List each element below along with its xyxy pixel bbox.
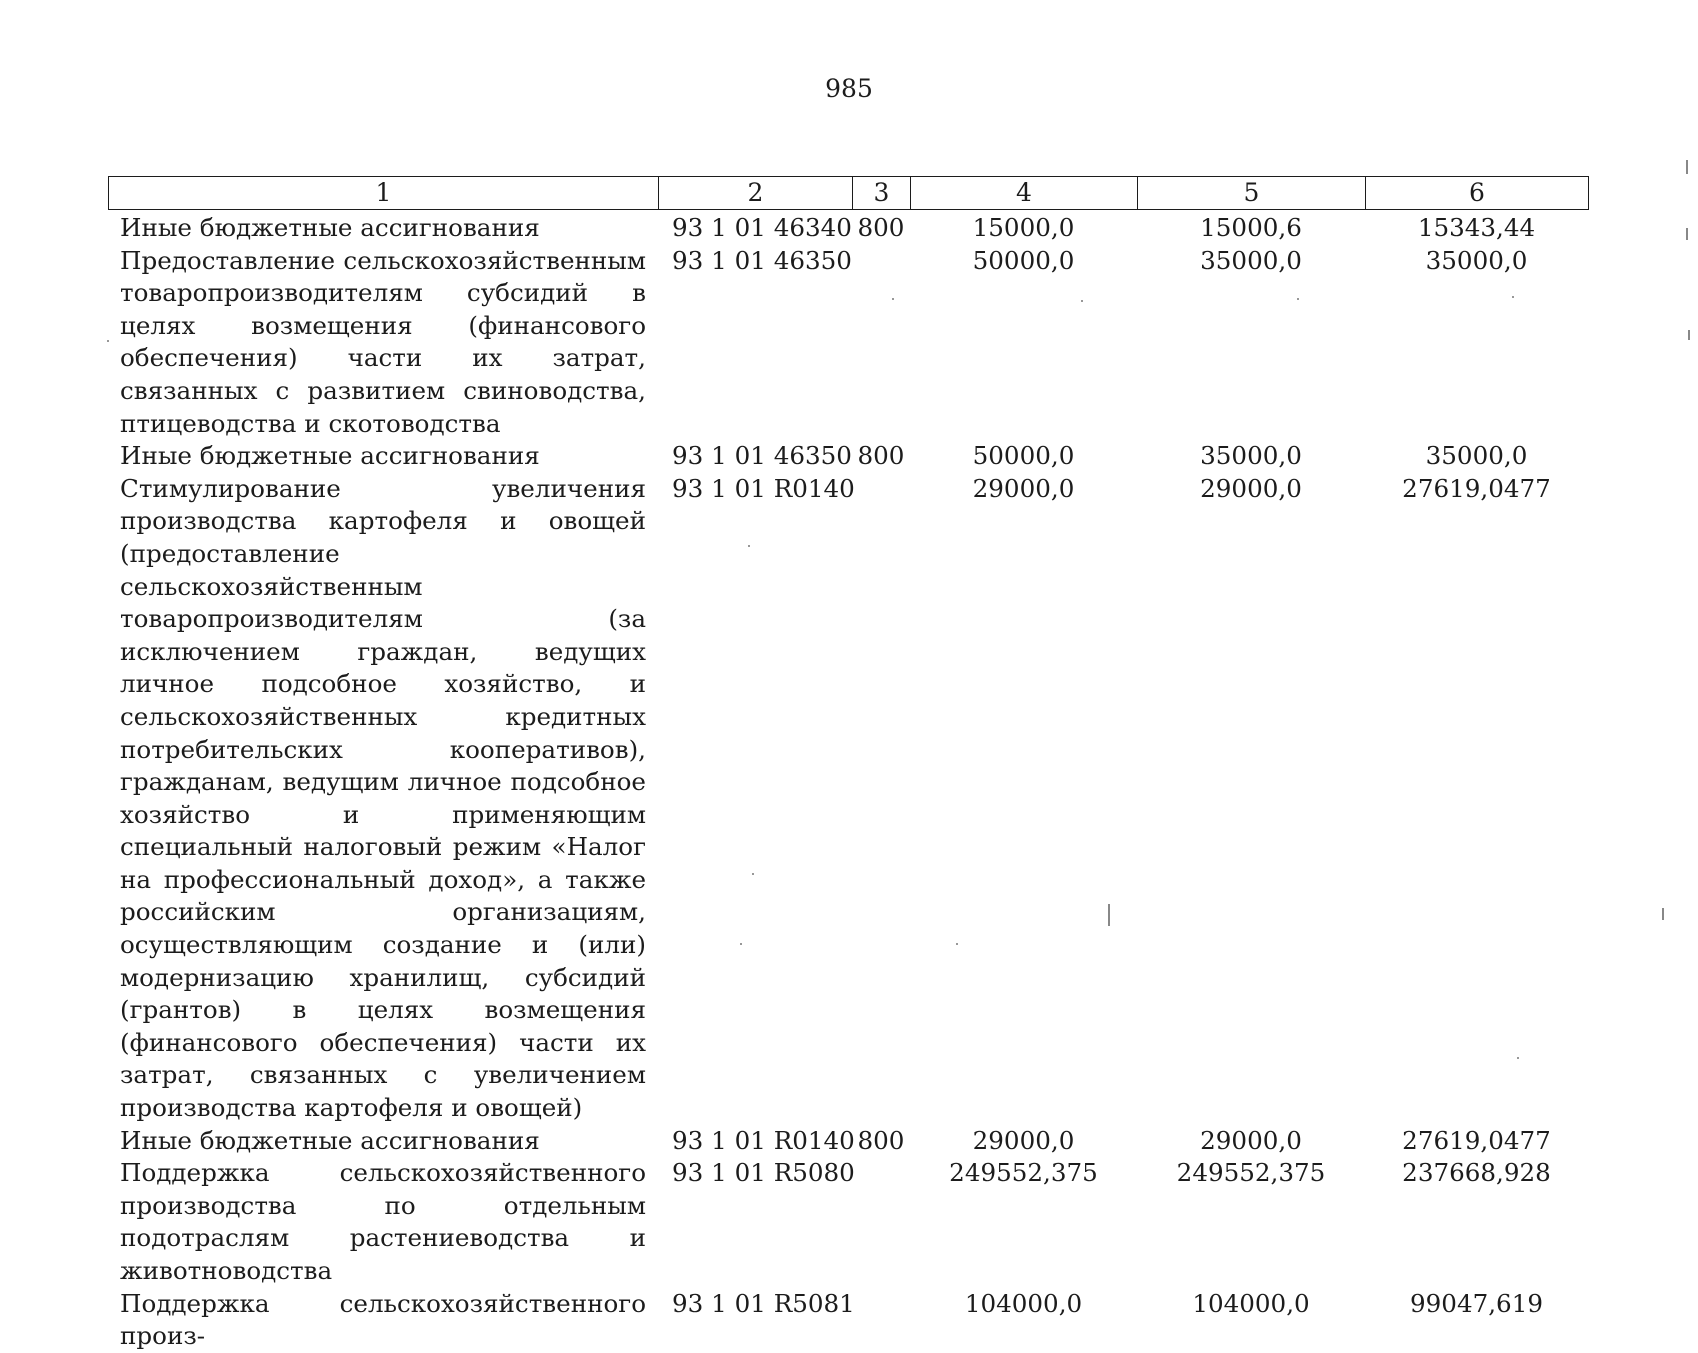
scan-speck <box>1081 300 1083 302</box>
row-value-4: 50000,0 <box>972 245 1075 275</box>
scan-edge-mark <box>1688 330 1690 340</box>
table-row <box>108 440 1588 473</box>
column-number-header <box>108 176 1589 210</box>
row-value-4: 104000,0 <box>964 1288 1083 1318</box>
scan-speck <box>1512 296 1514 298</box>
row-value-6: 237668,928 <box>1402 1158 1551 1188</box>
row-expense-type: 800 <box>857 213 905 242</box>
scan-edge-mark <box>1686 160 1688 174</box>
row-value-5: 15000,6 <box>1200 213 1302 242</box>
row-value-6: 99047,619 <box>1410 1288 1543 1318</box>
row-value-4: 29000,0 <box>972 1125 1075 1155</box>
header-col-4: 4 <box>911 177 1138 210</box>
row-expense-type <box>852 1288 910 1353</box>
row-name: Поддержка сельскохозяйственного произ- <box>120 1288 646 1351</box>
header-col-2: 2 <box>659 177 853 210</box>
header-row <box>109 177 1589 210</box>
row-value-6: 27619,0477 <box>1402 473 1551 503</box>
row-code: 93 1 01 46340 <box>672 213 852 242</box>
header-col-5: 5 <box>1138 177 1366 210</box>
row-name: Поддержка сельскохозяйственного производства по отдельным подотраслям растениеводства и животноводства <box>120 1158 646 1285</box>
scan-speck <box>1517 1057 1519 1059</box>
scan-speck <box>1297 298 1299 300</box>
row-name: Иные бюджетные ассигнования <box>120 1125 540 1155</box>
row-value-5: 35000,0 <box>1200 245 1302 275</box>
table-row <box>108 212 1588 245</box>
row-expense-type <box>852 473 910 1125</box>
row-code: 93 1 01 R0140 <box>672 473 855 503</box>
row-value-6: 35000,0 <box>1425 245 1528 275</box>
scan-speck <box>956 943 958 945</box>
scan-speck <box>892 298 894 300</box>
header-col-3: 3 <box>853 177 911 210</box>
header-col-6: 6 <box>1366 177 1589 210</box>
budget-table <box>108 212 1588 1353</box>
row-value-5: 29000,0 <box>1200 473 1302 503</box>
row-code: 93 1 01 R0140 <box>672 1125 855 1155</box>
scan-edge-mark <box>1662 908 1664 920</box>
row-code: 93 1 01 R5080 <box>672 1158 855 1188</box>
row-value-5: 104000,0 <box>1192 1288 1310 1318</box>
scan-edge-mark <box>1108 904 1110 926</box>
row-value-5: 249552,375 <box>1176 1158 1326 1188</box>
row-name: Иные бюджетные ассигнования <box>120 441 540 471</box>
row-value-6: 27619,0477 <box>1402 1125 1551 1155</box>
row-code: 93 1 01 46350 <box>672 245 852 275</box>
row-value-5: 29000,0 <box>1200 1125 1302 1155</box>
scan-speck <box>752 873 754 875</box>
row-value-6: 35000,0 <box>1425 441 1528 471</box>
row-value-6: 15343,44 <box>1417 213 1536 242</box>
row-value-4: 249552,375 <box>949 1158 1098 1188</box>
scan-speck <box>748 545 750 547</box>
row-name: Стимулирование увеличения производства картофеля и овощей (предоставление сельскохозяйственным товаропроизводителям (за исключением граждан, ведущих личное подсобное хозяйство, и сельскохозяйственных кредитных потребительских кооперативов), гражданам, ведущим личное подсобное хозяйство и применяющим специальный налоговый режим «Налог на профессиональный доход», а также российским организациям, осуществляющим создание и (или) модернизацию хранилищ, субсидий (грантов) в целях возмещения (финансового обеспечения) части их затрат, связанных с увеличением производства картофеля и овощей) <box>120 473 646 1123</box>
table-row <box>108 1288 1588 1353</box>
scan-edge-mark <box>1686 228 1688 240</box>
row-expense-type: 800 <box>857 441 905 471</box>
row-expense-type <box>852 1157 910 1287</box>
row-value-4: 15000,0 <box>972 213 1075 242</box>
scan-speck <box>740 943 742 945</box>
row-value-4: 29000,0 <box>972 473 1075 503</box>
row-code: 93 1 01 46350 <box>672 441 852 471</box>
table-row <box>108 473 1588 1125</box>
table-row <box>108 1125 1588 1158</box>
scan-speck <box>107 340 109 342</box>
page-number: 985 <box>825 74 873 103</box>
row-expense-type: 800 <box>857 1125 905 1155</box>
row-expense-type <box>852 245 910 441</box>
header-col-1: 1 <box>109 177 659 210</box>
row-code: 93 1 01 R5081 <box>672 1288 855 1318</box>
table-row <box>108 245 1588 441</box>
row-value-4: 50000,0 <box>972 441 1075 471</box>
row-name: Иные бюджетные ассигнования <box>120 213 540 242</box>
row-value-5: 35000,0 <box>1200 441 1302 471</box>
row-name: Предоставление сельскохозяйственным товаропроизводителям субсидий в целях возмещения (финансового обеспечения) части их затрат, связанных с развитием свиноводства, птицеводства и скотоводства <box>120 245 646 438</box>
table-row <box>108 1157 1588 1287</box>
